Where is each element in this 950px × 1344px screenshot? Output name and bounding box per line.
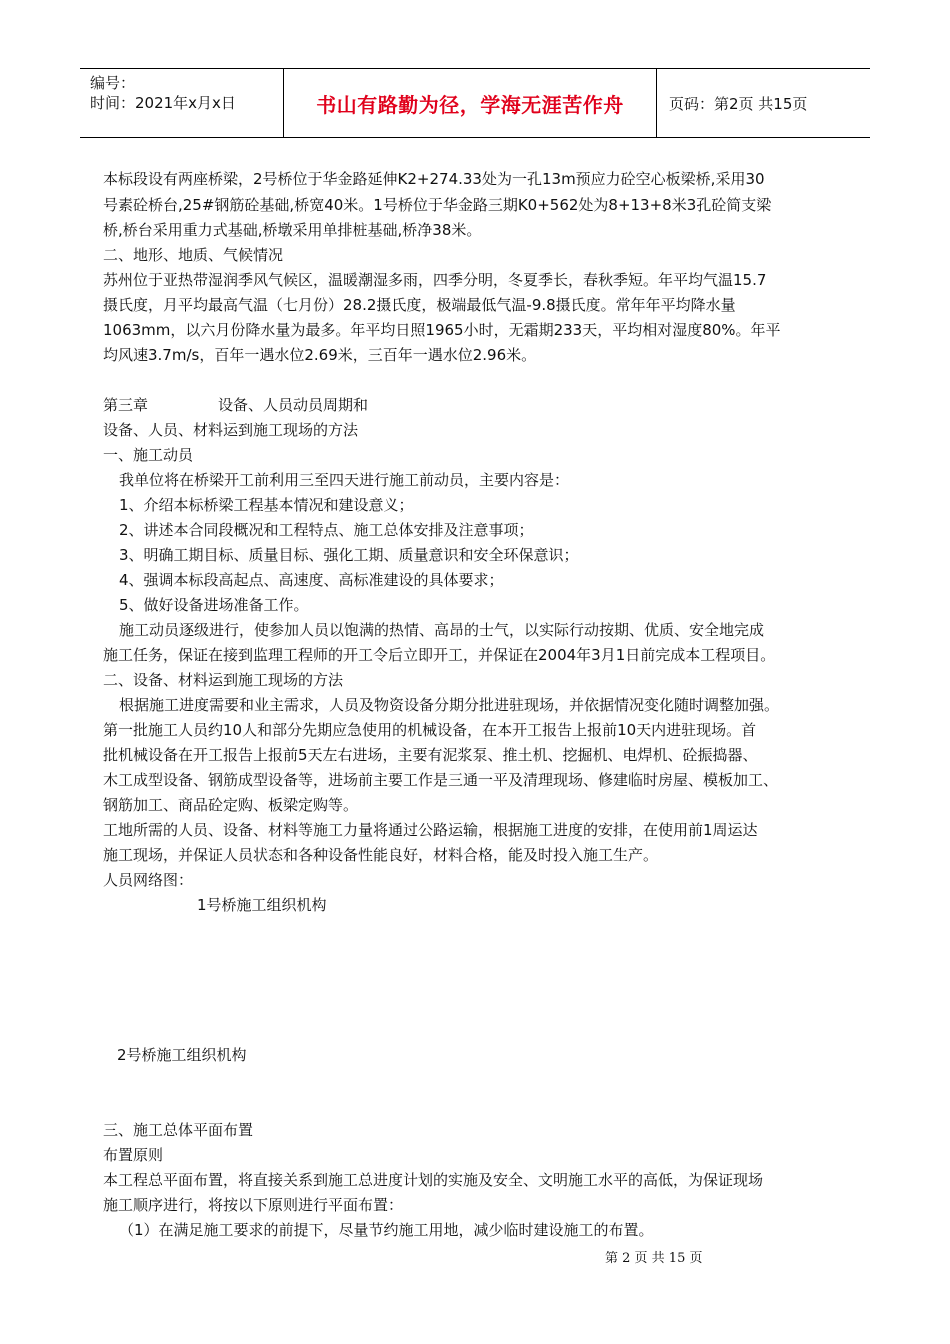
section-heading: 二、设备、材料运到施工现场的方法	[103, 671, 344, 689]
header-meta	[80, 69, 283, 137]
body-line: 施工现场，并保证人员状态和各种设备性能良好，材料合格，能及时投入施工生产。	[103, 846, 659, 864]
chapter-title: 设备、人员动员周期和	[218, 396, 369, 414]
body-line: 施工任务，保证在接到监理工程师的开工令后立即开工，并保证在2004年3月1日前完成本工程项目。	[103, 646, 776, 664]
body-line: 第一批施工人员约10人和部分先期应急使用的机械设备，在本开工报告上报前10天内进驻现场。首	[103, 721, 757, 739]
body-line: 桥,桥台采用重力式基础,桥墩采用单排桩基础,桥净38米。	[103, 221, 482, 239]
list-item: （1）在满足施工要求的前提下，尽量节约施工用地，减少临时建设施工的布置。	[119, 1221, 654, 1239]
section-heading: 一、施工动员	[103, 446, 194, 464]
body-line: 1063mm，以六月份降水量为最多。年平均日照1965小时，无霜期233天，平均相对湿度80%。年平	[103, 321, 781, 339]
page-header	[80, 68, 870, 138]
body-line: 本工程总平面布置，将直接关系到施工总进度计划的实施及安全、文明施工水平的高低，为保证现场	[103, 1171, 764, 1189]
body-line: 均风速3.7m/s，百年一遇水位2.69米，三百年一遇水位2.96米。	[103, 346, 537, 364]
body-line: 人员网络图：	[103, 871, 194, 889]
org-chart-title-1: 1号桥施工组织机构	[197, 896, 327, 914]
list-item: 4、强调本标段高起点、高速度、高标准建设的具体要求；	[119, 571, 504, 589]
body-line: 施工顺序进行，将按以下原则进行平面布置：	[103, 1196, 404, 1214]
body-line: 摄氏度，月平均最高气温（七月份）28.2摄氏度，极端最低气温-9.8摄氏度。常年年平均降水量	[103, 296, 736, 314]
body-line: 根据施工进度需要和业主需求，人员及物资设备分期分批进驻现场，并依据情况变化随时调整加强。	[119, 696, 780, 714]
list-item: 3、明确工期目标、质量目标、强化工期、质量意识和安全环保意识；	[119, 546, 579, 564]
doc-date: 时间：2021年x月x日	[90, 94, 236, 112]
body-line: 钢筋加工、商品砼定购、板梁定购等。	[103, 796, 359, 814]
chapter-title-cont: 设备、人员、材料运到施工现场的方法	[103, 421, 359, 439]
body-line: 苏州位于亚热带湿润季风气候区，温暖潮湿多雨，四季分明，冬夏季长，春秋季短。年平均气温15.7	[103, 271, 767, 289]
header-page-info: 页码：第2页 共15页	[669, 94, 808, 113]
sub-heading: 布置原则	[103, 1146, 164, 1164]
body-line: 木工成型设备、钢筋成型设备等，进场前主要工作是三通一平及清理现场、修建临时房屋、模板加工、	[103, 771, 779, 789]
body-line: 号素砼桥台,25#钢筋砼基础,桥宽40米。1号桥位于华金路三期K0+562处为8+13+8米3孔砼简支梁	[103, 196, 772, 214]
doc-number-label: 编号：	[90, 74, 136, 92]
org-chart-title-2: 2号桥施工组织机构	[117, 1046, 247, 1064]
chapter-number: 第三章	[103, 396, 149, 414]
body-line: 本标段设有两座桥梁，2号桥位于华金路延伸K2+274.33处为一孔13m预应力砼空心板梁桥,采用30	[103, 170, 765, 188]
body-line: 我单位将在桥梁开工前利用三至四天进行施工前动员，主要内容是：	[119, 471, 570, 489]
list-item: 2、讲述本合同段概况和工程特点、施工总体安排及注意事项；	[119, 521, 534, 539]
section-heading: 二、地形、地质、气候情况	[103, 246, 284, 264]
page-footer: 第 2 页 共 15 页	[605, 1251, 703, 1266]
header-motto: 书山有路勤为径，学海无涯苦作舟	[283, 69, 657, 137]
body-line: 工地所需的人员、设备、材料等施工力量将通过公路运输，根据施工进度的安排，在使用前1周运达	[103, 821, 758, 839]
section-heading: 三、施工总体平面布置	[103, 1121, 254, 1139]
list-item: 1、介绍本标桥梁工程基本情况和建设意义；	[119, 496, 414, 514]
body-line: 批机械设备在开工报告上报前5天左右进场，主要有泥浆泵、推土机、挖掘机、电焊机、砼振捣器、	[103, 746, 758, 764]
body-line: 施工动员逐级进行，使参加人员以饱满的热情、高昂的士气，以实际行动按期、优质、安全地完成	[119, 621, 765, 639]
list-item: 5、做好设备进场准备工作。	[119, 596, 309, 614]
